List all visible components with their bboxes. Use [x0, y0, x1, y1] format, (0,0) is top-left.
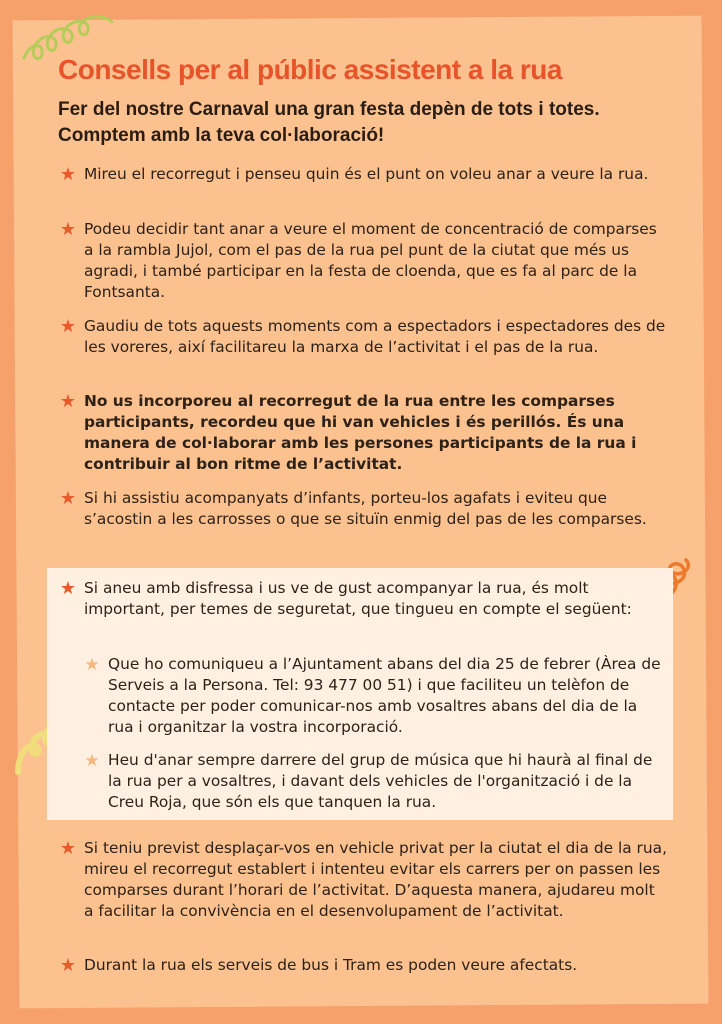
list-item — [58, 164, 668, 185]
star-icon: ★ — [59, 316, 77, 337]
list-item-text: Durant la rua els serveis de bus i Tram es poden veure afectats. — [84, 956, 578, 974]
list-item — [58, 488, 668, 530]
list-item — [58, 219, 668, 303]
sub-list-item — [82, 750, 662, 813]
sub-list-item-text: Que ho comuniqueu a l’Ajuntament abans del dia 25 de febrer (Àrea de Serveis a la Persona. Tel: 93 477 00 51) i que faciliteu un telèfon de contacte per poder comunicar-nos amb vosaltres abans del dia de la rua i organitzar la vostra incorporació. — [108, 655, 661, 736]
star-icon: ★ — [59, 838, 77, 859]
list-item-text: Podeu decidir tant anar a veure el moment de concentració de comparses a la rambla Jujol, com el pas de la rua pel punt de la ciutat que més us agradi, i també participar en la festa de cloenda, que es fa al parc de la Fontsanta. — [84, 220, 657, 301]
star-icon: ★ — [59, 955, 77, 976]
list-item-text: No us incorporeu al recorregut de la rua entre les comparses participants, recordeu que hi van vehicles i és perillós. És una manera de col·laborar amb les persones participants de la rua i contribuir al bon ritme de l’activitat. — [84, 392, 637, 473]
light-star-icon: ★ — [84, 751, 100, 771]
list-item-text: Si teniu previst desplaçar-vos en vehicle privat per la ciutat el dia de la rua, mireu el recorregut establert i intenteu evitar els carrers per on passen les comparses durant l’horari de l’activitat. D’aquesta manera, ajudareu molt a facilitar la convivència en el desenvolupament de l’activitat. — [84, 839, 667, 920]
sub-list-item — [82, 654, 662, 738]
light-star-icon: ★ — [84, 655, 100, 675]
list-item-text: Mireu el recorregut i penseu quin és el punt on voleu anar a veure la rua. — [84, 165, 649, 183]
star-icon: ★ — [59, 391, 77, 412]
star-icon: ★ — [59, 578, 77, 599]
star-icon: ★ — [59, 488, 77, 509]
page-subtitle: Fer del nostre Carnaval una gran festa depèn de tots i totes. Comptem amb la teva col·laboració! — [58, 99, 600, 146]
box-intro-text: Si aneu amb disfressa i us ve de gust acompanyar la rua, és molt important, per temes de seguretat, que tingueu en compte el següent: — [84, 579, 632, 618]
list-item-text: Gaudiu de tots aquests moments com a espectadors i espectadores des de les voreres, així facilitareu la marxa de l’activitat i el pas de la rua. — [84, 317, 666, 356]
list-item — [58, 838, 668, 922]
sub-list-item-text: Heu d'anar sempre darrere del grup de música que hi haurà al final de la rua per a vosaltres, i davant dels vehicles de l'organització i de la Creu Roja, que són els que tanquen la rua. — [108, 751, 653, 811]
list-item — [58, 316, 668, 358]
star-icon: ★ — [59, 219, 77, 240]
star-icon: ★ — [59, 164, 77, 185]
box-intro — [58, 578, 668, 620]
page-title: Consells per al públic assistent a la rua — [58, 54, 562, 85]
list-item — [58, 391, 668, 475]
list-item — [58, 955, 668, 976]
list-item-text: Si hi assistiu acompanyats d’infants, porteu-los agafats i eviteu que s’acostin a les carrosses o que se situïn enmig del pas de les comparses. — [84, 489, 647, 528]
